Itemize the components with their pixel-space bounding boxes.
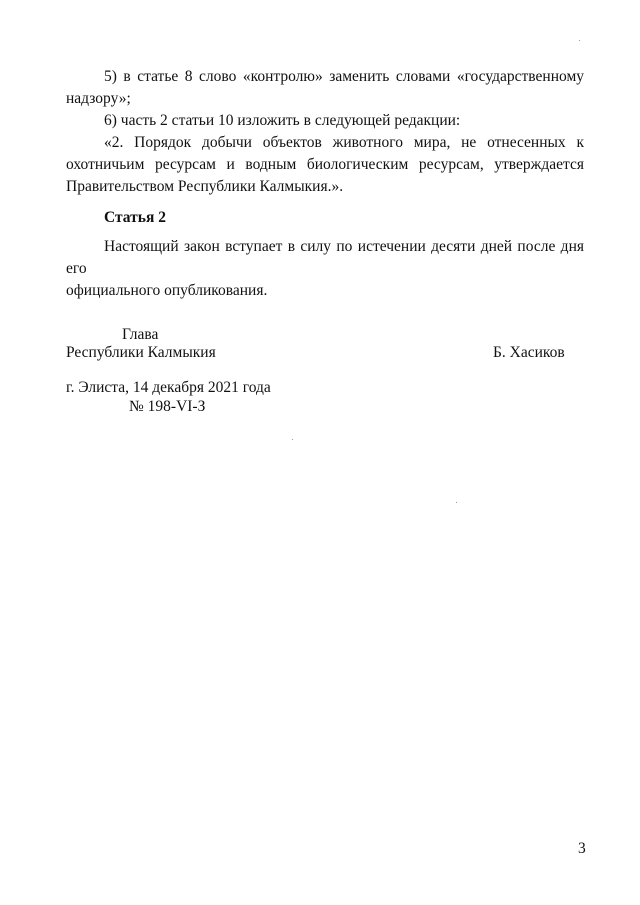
article-2-body xyxy=(66,236,584,302)
law-number: № 198-VI-З xyxy=(129,398,206,415)
item-6: 6) часть 2 статьи 10 изложить в следующей редакции: xyxy=(104,112,461,129)
amendments-section xyxy=(66,66,584,198)
quote-line-1: «2. Порядок добычи объектов животного мира, не отнесенных к xyxy=(104,134,584,151)
page-number: 3 xyxy=(578,840,586,857)
item-5-line-1: 5) в статье 8 слово «контролю» заменить словами «государственному xyxy=(104,68,584,85)
scan-speck xyxy=(292,439,293,440)
scan-speck xyxy=(456,502,457,503)
scan-speck xyxy=(579,40,580,41)
signature-title-line-1: Глава xyxy=(122,326,159,343)
place-date: г. Элиста, 14 декабря 2021 года xyxy=(66,379,271,396)
article-2-line-1: Настоящий закон вступает в силу по истечении десяти дней после дня его xyxy=(66,238,584,277)
signatory-name: Б. Хасиков xyxy=(493,344,565,361)
quote-line-2: охотничьим ресурсам и водным биологическим ресурсам, утверждается xyxy=(66,156,584,173)
article-2-line-2: официального опубликования. xyxy=(66,282,268,299)
item-5-line-2: надзору»; xyxy=(66,90,131,107)
quote-line-3: Правительством Республики Калмыкия.». xyxy=(66,178,344,195)
signature-title-line-2: Республики Калмыкия xyxy=(66,344,216,361)
article-2-heading: Статья 2 xyxy=(104,209,166,226)
